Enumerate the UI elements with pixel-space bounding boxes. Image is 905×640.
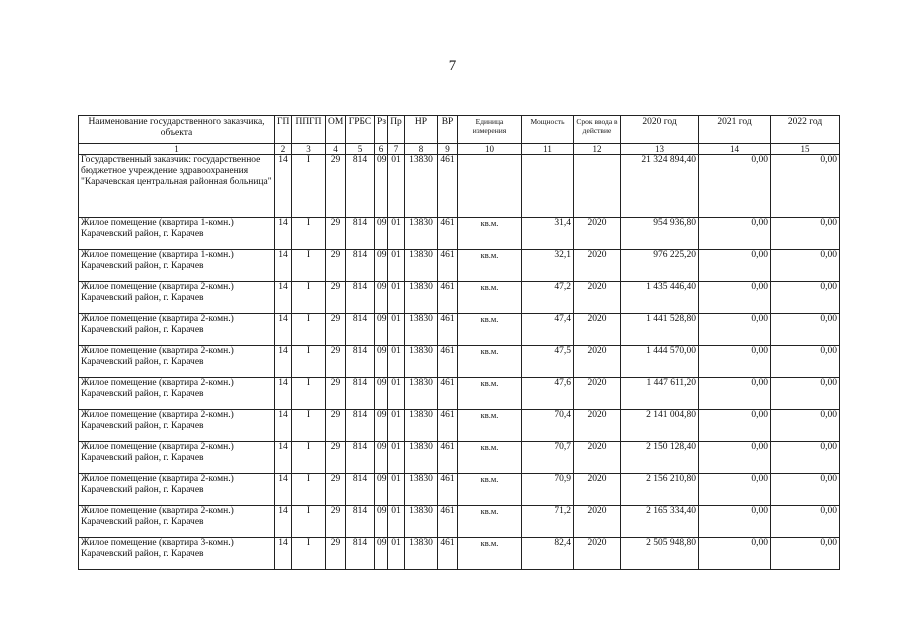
cell-2022: 0,00 xyxy=(771,155,840,218)
cell-nr: 13830 xyxy=(405,474,438,506)
cell-rz: 09 xyxy=(375,282,388,314)
header-ppgp: ППГП xyxy=(292,116,326,144)
cell-om: 29 xyxy=(326,378,346,410)
cell-2021: 0,00 xyxy=(699,474,771,506)
header-om: ОМ xyxy=(326,116,346,144)
cell-term: 2020 xyxy=(574,346,621,378)
cell-2021: 0,00 xyxy=(699,378,771,410)
cell-2020: 976 225,20 xyxy=(621,250,699,282)
header-power: Мощность xyxy=(522,116,574,144)
cell-2020: 954 936,80 xyxy=(621,218,699,250)
cell-term: 2020 xyxy=(574,378,621,410)
cell-term: 2020 xyxy=(574,314,621,346)
cell-2022: 0,00 xyxy=(771,442,840,474)
cell-power: 32,1 xyxy=(522,250,574,282)
cell-gp: 14 xyxy=(275,218,292,250)
cell-2020: 2 150 128,40 xyxy=(621,442,699,474)
cell-ppgp: I xyxy=(292,474,326,506)
header-2020: 2020 год xyxy=(621,116,699,144)
header-vr: ВР xyxy=(438,116,458,144)
cell-vr: 461 xyxy=(438,410,458,442)
cell-term: 2020 xyxy=(574,410,621,442)
cell-2020: 2 165 334,40 xyxy=(621,506,699,538)
cell-2020: 1 444 570,00 xyxy=(621,346,699,378)
cell-rz: 09 xyxy=(375,442,388,474)
cell-vr: 461 xyxy=(438,314,458,346)
cell-gp: 14 xyxy=(275,506,292,538)
cell-name: Жилое помещение (квартира 3-комн.) Карачевский район, г. Карачев xyxy=(79,538,275,570)
cell-grbs: 814 xyxy=(346,282,375,314)
table-row xyxy=(79,282,840,314)
cell-term: 2020 xyxy=(574,218,621,250)
cell-vr: 461 xyxy=(438,474,458,506)
cell-name: Жилое помещение (квартира 1-комн.) Карачевский район, г. Карачев xyxy=(79,218,275,250)
column-number: 10 xyxy=(458,144,522,155)
cell-power xyxy=(522,155,574,218)
column-number-row xyxy=(79,144,840,155)
cell-2021: 0,00 xyxy=(699,506,771,538)
column-number: 9 xyxy=(438,144,458,155)
header-term: Срок ввода в действие xyxy=(574,116,621,144)
table-row xyxy=(79,506,840,538)
cell-om: 29 xyxy=(326,282,346,314)
cell-grbs: 814 xyxy=(346,474,375,506)
cell-pr: 01 xyxy=(388,474,405,506)
cell-nr: 13830 xyxy=(405,410,438,442)
table-row xyxy=(79,314,840,346)
cell-2022: 0,00 xyxy=(771,474,840,506)
cell-2021: 0,00 xyxy=(699,250,771,282)
cell-rz: 09 xyxy=(375,538,388,570)
cell-pr: 01 xyxy=(388,506,405,538)
cell-2021: 0,00 xyxy=(699,442,771,474)
cell-ppgp: I xyxy=(292,442,326,474)
cell-gp: 14 xyxy=(275,378,292,410)
cell-power: 70,9 xyxy=(522,474,574,506)
cell-unit: кв.м. xyxy=(458,442,522,474)
cell-pr: 01 xyxy=(388,218,405,250)
cell-rz: 09 xyxy=(375,250,388,282)
cell-2022: 0,00 xyxy=(771,506,840,538)
cell-vr: 461 xyxy=(438,346,458,378)
cell-pr: 01 xyxy=(388,155,405,218)
cell-grbs: 814 xyxy=(346,314,375,346)
cell-nr: 13830 xyxy=(405,346,438,378)
cell-om: 29 xyxy=(326,474,346,506)
header-gp: ГП xyxy=(275,116,292,144)
column-number: 2 xyxy=(275,144,292,155)
cell-vr: 461 xyxy=(438,538,458,570)
cell-gp: 14 xyxy=(275,538,292,570)
cell-rz: 09 xyxy=(375,474,388,506)
cell-2022: 0,00 xyxy=(771,538,840,570)
cell-term: 2020 xyxy=(574,538,621,570)
header-unit: Единица измерения xyxy=(458,116,522,144)
cell-ppgp: I xyxy=(292,346,326,378)
cell-name: Жилое помещение (квартира 2-комн.) Карачевский район, г. Карачев xyxy=(79,506,275,538)
column-number: 6 xyxy=(375,144,388,155)
cell-ppgp: I xyxy=(292,378,326,410)
cell-gp: 14 xyxy=(275,155,292,218)
cell-om: 29 xyxy=(326,346,346,378)
cell-grbs: 814 xyxy=(346,218,375,250)
cell-power: 71,2 xyxy=(522,506,574,538)
cell-2020: 1 435 446,40 xyxy=(621,282,699,314)
cell-rz: 09 xyxy=(375,314,388,346)
cell-pr: 01 xyxy=(388,250,405,282)
cell-term: 2020 xyxy=(574,442,621,474)
cell-unit: кв.м. xyxy=(458,538,522,570)
cell-name: Жилое помещение (квартира 2-комн.) Карачевский район, г. Карачев xyxy=(79,410,275,442)
cell-om: 29 xyxy=(326,314,346,346)
column-number: 14 xyxy=(699,144,771,155)
cell-om: 29 xyxy=(326,155,346,218)
cell-2022: 0,00 xyxy=(771,314,840,346)
cell-name: Жилое помещение (квартира 2-комн.) Карачевский район, г. Карачев xyxy=(79,314,275,346)
cell-vr: 461 xyxy=(438,218,458,250)
header-pr: Пр xyxy=(388,116,405,144)
cell-term xyxy=(574,155,621,218)
column-number: 5 xyxy=(346,144,375,155)
cell-om: 29 xyxy=(326,442,346,474)
cell-power: 82,4 xyxy=(522,538,574,570)
cell-om: 29 xyxy=(326,506,346,538)
cell-om: 29 xyxy=(326,538,346,570)
column-number: 4 xyxy=(326,144,346,155)
cell-term: 2020 xyxy=(574,250,621,282)
cell-om: 29 xyxy=(326,250,346,282)
cell-name: Жилое помещение (квартира 2-комн.) Карачевский район, г. Карачев xyxy=(79,346,275,378)
cell-power: 31,4 xyxy=(522,218,574,250)
cell-power: 70,7 xyxy=(522,442,574,474)
cell-unit: кв.м. xyxy=(458,378,522,410)
cell-vr: 461 xyxy=(438,506,458,538)
cell-vr: 461 xyxy=(438,155,458,218)
cell-term: 2020 xyxy=(574,474,621,506)
cell-unit: кв.м. xyxy=(458,346,522,378)
cell-2020: 2 156 210,80 xyxy=(621,474,699,506)
cell-ppgp: I xyxy=(292,538,326,570)
cell-nr: 13830 xyxy=(405,378,438,410)
header-2022: 2022 год xyxy=(771,116,840,144)
cell-nr: 13830 xyxy=(405,282,438,314)
cell-nr: 13830 xyxy=(405,155,438,218)
cell-ppgp: I xyxy=(292,155,326,218)
cell-2021: 0,00 xyxy=(699,155,771,218)
cell-2021: 0,00 xyxy=(699,218,771,250)
column-number: 7 xyxy=(388,144,405,155)
cell-nr: 13830 xyxy=(405,314,438,346)
cell-gp: 14 xyxy=(275,314,292,346)
cell-pr: 01 xyxy=(388,410,405,442)
cell-2022: 0,00 xyxy=(771,346,840,378)
cell-gp: 14 xyxy=(275,410,292,442)
cell-pr: 01 xyxy=(388,378,405,410)
cell-2020: 1 447 611,20 xyxy=(621,378,699,410)
cell-2022: 0,00 xyxy=(771,250,840,282)
cell-pr: 01 xyxy=(388,538,405,570)
budget-table xyxy=(78,115,840,570)
cell-rz: 09 xyxy=(375,506,388,538)
column-number: 3 xyxy=(292,144,326,155)
cell-term: 2020 xyxy=(574,282,621,314)
table-row xyxy=(79,378,840,410)
cell-grbs: 814 xyxy=(346,378,375,410)
cell-2020: 1 441 528,80 xyxy=(621,314,699,346)
cell-rz: 09 xyxy=(375,410,388,442)
cell-pr: 01 xyxy=(388,346,405,378)
cell-rz: 09 xyxy=(375,218,388,250)
column-number: 11 xyxy=(522,144,574,155)
cell-unit: кв.м. xyxy=(458,218,522,250)
cell-2021: 0,00 xyxy=(699,346,771,378)
cell-nr: 13830 xyxy=(405,218,438,250)
page-number: 7 xyxy=(448,58,457,74)
cell-grbs: 814 xyxy=(346,250,375,282)
header-name: Наименование государственного заказчика, объекта xyxy=(79,116,275,144)
cell-grbs: 814 xyxy=(346,538,375,570)
cell-unit: кв.м. xyxy=(458,282,522,314)
cell-power: 47,2 xyxy=(522,282,574,314)
cell-power: 47,4 xyxy=(522,314,574,346)
column-number: 13 xyxy=(621,144,699,155)
cell-name: Государственный заказчик: государственное бюджетное учреждение здравоохранения "Карачевская центральная районная больница" xyxy=(79,155,275,218)
cell-vr: 461 xyxy=(438,442,458,474)
cell-grbs: 814 xyxy=(346,410,375,442)
cell-2021: 0,00 xyxy=(699,410,771,442)
cell-unit: кв.м. xyxy=(458,410,522,442)
cell-2022: 0,00 xyxy=(771,218,840,250)
cell-rz: 09 xyxy=(375,155,388,218)
cell-om: 29 xyxy=(326,218,346,250)
cell-power: 47,6 xyxy=(522,378,574,410)
cell-name: Жилое помещение (квартира 1-комн.) Карачевский район, г. Карачев xyxy=(79,250,275,282)
cell-2022: 0,00 xyxy=(771,378,840,410)
cell-2021: 0,00 xyxy=(699,314,771,346)
cell-name: Жилое помещение (квартира 2-комн.) Карачевский район, г. Карачев xyxy=(79,442,275,474)
cell-unit: кв.м. xyxy=(458,474,522,506)
column-number: 1 xyxy=(79,144,275,155)
cell-grbs: 814 xyxy=(346,155,375,218)
customer-row xyxy=(79,155,840,218)
cell-nr: 13830 xyxy=(405,538,438,570)
cell-ppgp: I xyxy=(292,218,326,250)
header-row xyxy=(79,116,840,144)
cell-2021: 0,00 xyxy=(699,538,771,570)
table-row xyxy=(79,346,840,378)
column-number: 12 xyxy=(574,144,621,155)
cell-ppgp: I xyxy=(292,506,326,538)
cell-2022: 0,00 xyxy=(771,282,840,314)
cell-vr: 461 xyxy=(438,282,458,314)
header-grbs: ГРБС xyxy=(346,116,375,144)
cell-vr: 461 xyxy=(438,250,458,282)
cell-name: Жилое помещение (квартира 2-комн.) Карачевский район, г. Карачев xyxy=(79,378,275,410)
cell-ppgp: I xyxy=(292,410,326,442)
table-row xyxy=(79,218,840,250)
header-2021: 2021 год xyxy=(699,116,771,144)
cell-power: 70,4 xyxy=(522,410,574,442)
table-row xyxy=(79,250,840,282)
cell-pr: 01 xyxy=(388,282,405,314)
cell-nr: 13830 xyxy=(405,442,438,474)
cell-grbs: 814 xyxy=(346,442,375,474)
cell-om: 29 xyxy=(326,410,346,442)
cell-gp: 14 xyxy=(275,282,292,314)
cell-unit: кв.м. xyxy=(458,314,522,346)
cell-term: 2020 xyxy=(574,506,621,538)
cell-ppgp: I xyxy=(292,314,326,346)
cell-gp: 14 xyxy=(275,442,292,474)
cell-gp: 14 xyxy=(275,474,292,506)
column-number: 15 xyxy=(771,144,840,155)
cell-gp: 14 xyxy=(275,346,292,378)
cell-ppgp: I xyxy=(292,282,326,314)
cell-pr: 01 xyxy=(388,314,405,346)
column-number: 8 xyxy=(405,144,438,155)
cell-2022: 0,00 xyxy=(771,410,840,442)
header-nr: НР xyxy=(405,116,438,144)
cell-unit: кв.м. xyxy=(458,506,522,538)
cell-name: Жилое помещение (квартира 2-комн.) Карачевский район, г. Карачев xyxy=(79,282,275,314)
cell-pr: 01 xyxy=(388,442,405,474)
table-row xyxy=(79,538,840,570)
cell-2020: 2 141 004,80 xyxy=(621,410,699,442)
cell-2020: 2 505 948,80 xyxy=(621,538,699,570)
cell-unit: кв.м. xyxy=(458,250,522,282)
cell-unit xyxy=(458,155,522,218)
cell-name: Жилое помещение (квартира 2-комн.) Карачевский район, г. Карачев xyxy=(79,474,275,506)
cell-gp: 14 xyxy=(275,250,292,282)
header-rz: Рз xyxy=(375,116,388,144)
table-row xyxy=(79,442,840,474)
cell-vr: 461 xyxy=(438,378,458,410)
cell-2021: 0,00 xyxy=(699,282,771,314)
cell-grbs: 814 xyxy=(346,506,375,538)
cell-rz: 09 xyxy=(375,378,388,410)
table-row xyxy=(79,474,840,506)
cell-2020: 21 324 894,40 xyxy=(621,155,699,218)
cell-ppgp: I xyxy=(292,250,326,282)
cell-power: 47,5 xyxy=(522,346,574,378)
cell-rz: 09 xyxy=(375,346,388,378)
table-row xyxy=(79,410,840,442)
cell-nr: 13830 xyxy=(405,506,438,538)
cell-nr: 13830 xyxy=(405,250,438,282)
cell-grbs: 814 xyxy=(346,346,375,378)
